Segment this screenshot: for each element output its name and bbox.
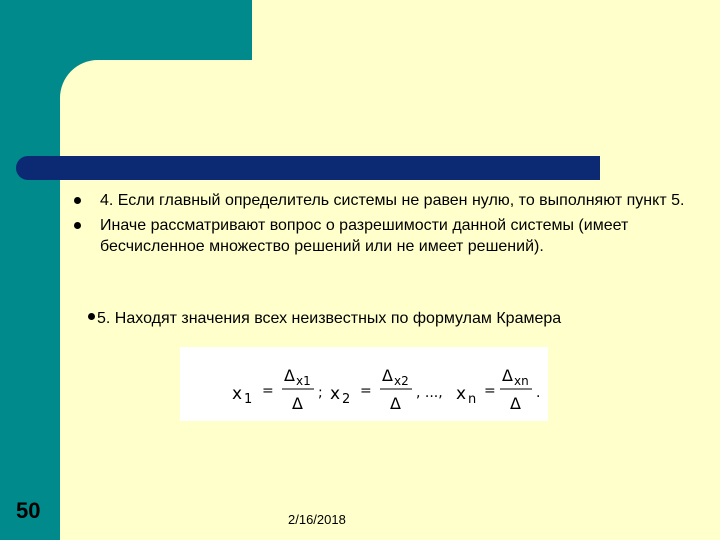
formula-numn: Δ bbox=[502, 366, 513, 385]
formula-x1: x bbox=[232, 384, 243, 404]
formula-den1: Δ bbox=[292, 394, 303, 413]
formula-num2: Δ bbox=[382, 366, 393, 385]
formula-denn: Δ bbox=[510, 394, 521, 413]
formula-eq1: = bbox=[262, 383, 274, 399]
formula-numsub1: x1 bbox=[296, 374, 311, 388]
teal-corner-block bbox=[0, 0, 252, 60]
bullet-item bbox=[70, 190, 690, 211]
formula-end: . bbox=[536, 385, 541, 401]
formula-eq2: = bbox=[360, 383, 372, 399]
formula-sep1: ; bbox=[318, 385, 323, 401]
slide-content-area bbox=[60, 60, 720, 540]
bullet-text: Иначе рассматривают вопрос о разрешимости данной системы (имеет бесчисленное множество решений или не имеет решений). bbox=[100, 217, 629, 255]
bullet-item bbox=[70, 215, 690, 257]
formula-numsubn: xn bbox=[514, 374, 529, 388]
slide-date: 2/16/2018 bbox=[288, 512, 346, 527]
formula-subn: n bbox=[468, 392, 477, 407]
formula-graphic bbox=[180, 347, 548, 421]
formula-eq3: = bbox=[484, 383, 496, 399]
slide-number: 50 bbox=[16, 498, 41, 523]
bullet-item-cramer bbox=[88, 308, 561, 329]
formula-sub2: 2 bbox=[342, 392, 351, 407]
formula-ellipsis: , ..., bbox=[416, 385, 443, 401]
formula-numsub2: x2 bbox=[394, 374, 409, 388]
bullet-dot-icon bbox=[88, 313, 95, 320]
bullet-list bbox=[70, 190, 690, 261]
bullet-text: 4. Если главный определитель системы не равен нулю, то выполняют пункт 5. bbox=[100, 192, 685, 209]
formula-den2: Δ bbox=[390, 394, 401, 413]
bullet-dot-icon bbox=[74, 222, 81, 229]
slide-top-strip bbox=[252, 0, 720, 60]
formula-xn: x bbox=[456, 384, 467, 404]
formula-x2: x bbox=[330, 384, 341, 404]
title-bar bbox=[16, 156, 600, 180]
formula-num1: Δ bbox=[284, 366, 295, 385]
cramer-formula bbox=[180, 347, 548, 421]
bullet-text: 5. Находят значения всех неизвестных по формулам Крамера bbox=[97, 310, 562, 327]
bullet-dot-icon bbox=[74, 197, 81, 204]
formula-sub1: 1 bbox=[244, 392, 253, 407]
